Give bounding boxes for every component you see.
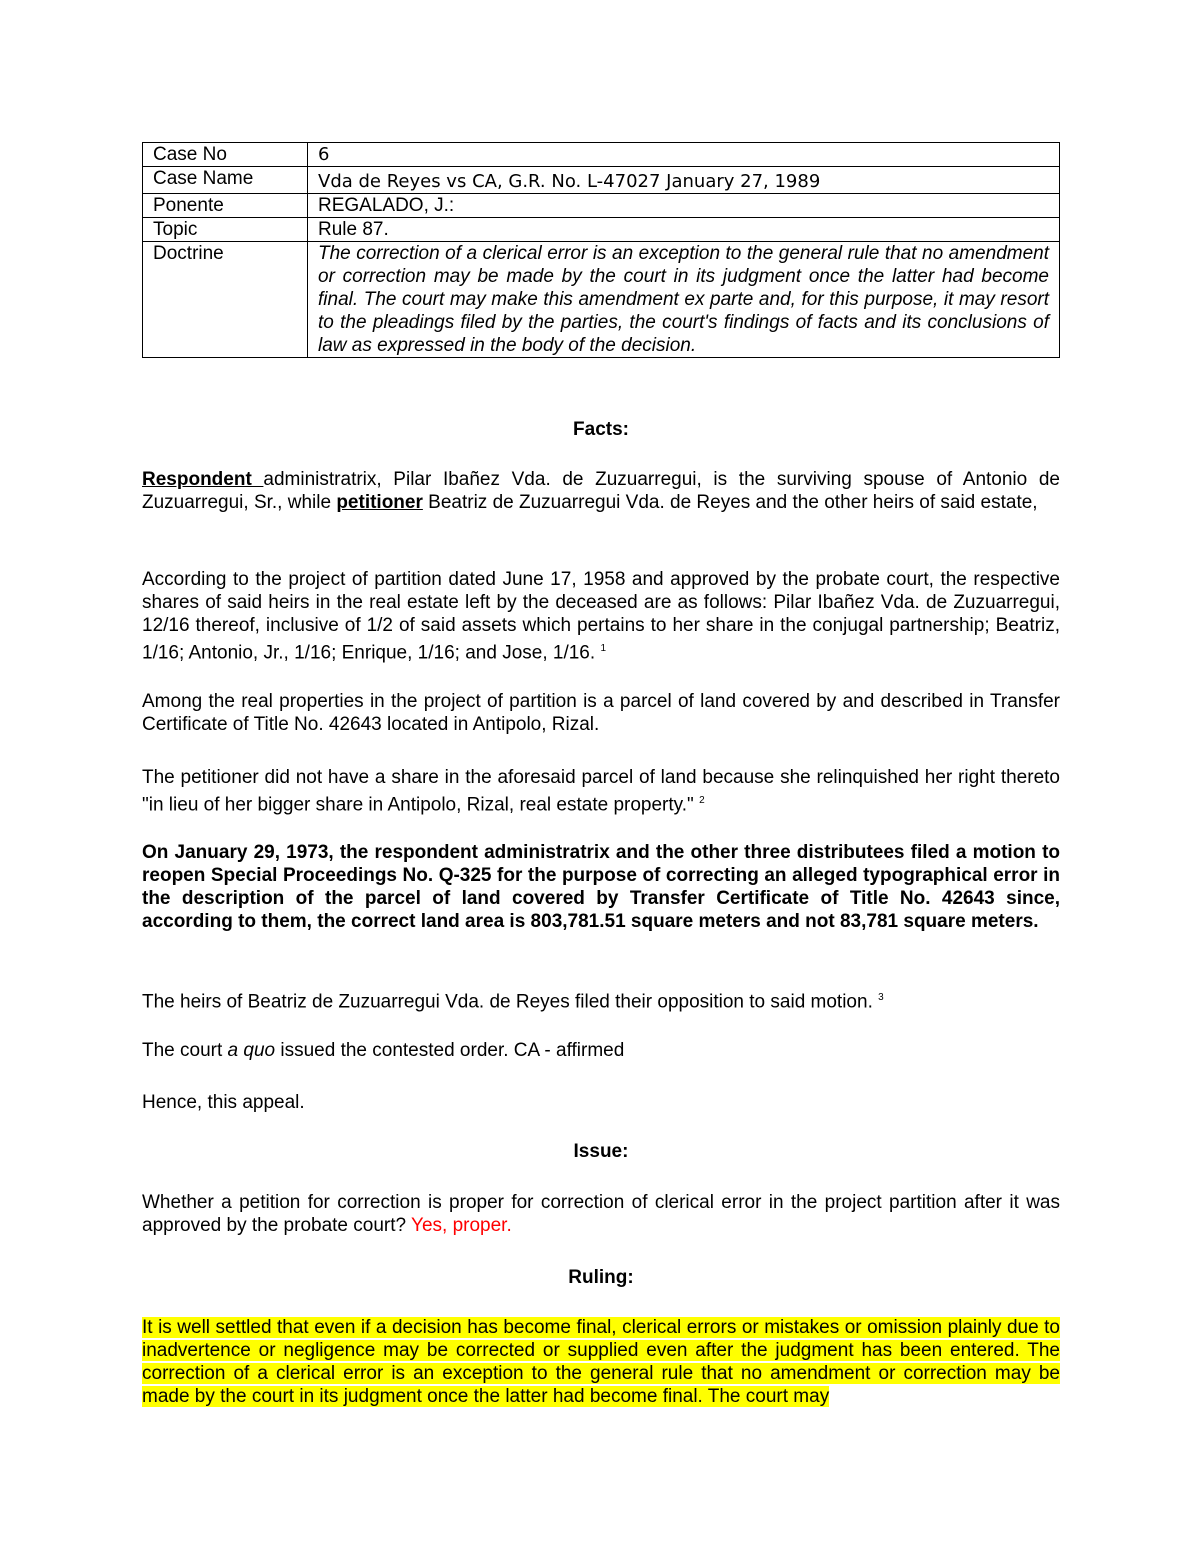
facts-section xyxy=(142,418,1060,441)
case-info-table xyxy=(142,142,1060,358)
facts-p3-text: Among the real properties in the project of partition is a parcel of land covered by and described in Transfer Certificate of Title No. 42643 located in Antipolo, Rizal. xyxy=(142,691,1060,735)
case-no-value: 6 xyxy=(308,143,1060,167)
topic-label: Topic xyxy=(143,218,308,242)
facts-paragraph-6 xyxy=(142,986,1060,1013)
facts-p7-text-a: The court xyxy=(142,1040,228,1061)
respondent-term: Respondent xyxy=(142,469,264,490)
ruling-section xyxy=(142,1266,1060,1289)
case-name-label: Case Name xyxy=(143,167,308,194)
facts-p5-text: On January 29, 1973, the respondent administratrix and the other three distributees filed a motion to reopen Special Proceedings No. Q-325 for the purpose of correcting an alleged typographical error in the description of the parcel of land covered by Transfer Certificate of Title No. 42643 since, according to them, the correct land area is 803,781.51 square meters and not 83,781 square meters. xyxy=(142,842,1060,932)
ponente-value: REGALADO, J.: xyxy=(308,194,1060,218)
issue-answer: Yes, proper. xyxy=(411,1215,512,1236)
issue-heading: Issue: xyxy=(573,1141,629,1162)
facts-p1-text-b: Beatriz de Zuzuarregui Vda. de Reyes and the other heirs of said estate, xyxy=(422,492,1038,513)
facts-paragraph-3 xyxy=(142,690,1060,736)
topic-value: Rule 87. xyxy=(308,218,1060,242)
table-row xyxy=(143,167,1060,194)
facts-paragraph-7 xyxy=(142,1039,1060,1062)
petitioner-term: petitioner xyxy=(336,492,423,513)
facts-paragraph-5 xyxy=(142,841,1060,933)
doctrine-value: The correction of a clerical error is an exception to the general rule that no amendment or correction may be made by the court in its judgment once the latter had become final. The court may make this amendment ex parte and, for this purpose, it may resort to the pleadings filed by the parties, the court's findings of facts and its conclusions of law as expressed in the body of the decision. xyxy=(308,242,1060,358)
footnote-marker: 3 xyxy=(878,992,884,1003)
ruling-paragraph xyxy=(142,1316,1060,1408)
case-no-label: Case No xyxy=(143,143,308,167)
ruling-text-highlighted: It is well settled that even if a decision has become final, clerical errors or mistakes or omission plainly due to inadvertence or negligence may be corrected or supplied even after the judgment has been entered. The correction of a clerical error is an exception to the general rule that no amendment or correction may be made by the court in its judgment once the latter had become final. The court may xyxy=(142,1317,1060,1407)
ponente-label: Ponente xyxy=(143,194,308,218)
table-row xyxy=(143,194,1060,218)
issue-paragraph xyxy=(142,1191,1060,1237)
facts-p6-text: The heirs of Beatriz de Zuzuarregui Vda. de Reyes filed their opposition to said motion. xyxy=(142,991,873,1013)
facts-p1-text-a: administratrix, Pilar Ibañez Vda. de Zuzuarregui, is the surviving spouse of Antonio de Zuzuarregui, Sr., while xyxy=(142,469,1060,513)
case-name-value: Vda de Reyes vs CA, G.R. No. L-47027 January 27, 1989 xyxy=(308,167,1060,194)
table-row xyxy=(143,242,1060,358)
footnote-marker: 1 xyxy=(600,643,606,654)
facts-paragraph-4 xyxy=(142,766,1060,816)
issue-section xyxy=(142,1140,1060,1163)
facts-p4-text: The petitioner did not have a share in the aforesaid parcel of land because she relinquished her right thereto "in lieu of her bigger share in Antipolo, Rizal, real estate property." xyxy=(142,767,1060,816)
table-row xyxy=(143,218,1060,242)
a-quo-term: a quo xyxy=(227,1040,276,1061)
facts-heading: Facts: xyxy=(573,419,629,440)
issue-text: Whether a petition for correction is proper for correction of clerical error in the project partition after it was approved by the probate court? xyxy=(142,1192,1060,1236)
footnote-marker: 2 xyxy=(699,795,705,806)
facts-paragraph-1 xyxy=(142,468,1060,514)
facts-p8-text: Hence, this appeal. xyxy=(142,1092,305,1113)
table-row xyxy=(143,143,1060,167)
doctrine-label: Doctrine xyxy=(143,242,308,358)
case-info-table-wrapper xyxy=(142,142,1060,358)
facts-p7-text-b: issued the contested order. CA - affirmed xyxy=(275,1040,625,1061)
facts-paragraph-2 xyxy=(142,568,1060,664)
facts-paragraph-8 xyxy=(142,1091,1060,1114)
facts-p2-text: According to the project of partition dated June 17, 1958 and approved by the probate court, the respective shares of said heirs in the real estate left by the deceased are as follows: Pilar Ibañez Vda. de Zuzuarregui, 12/16 thereof, inclusive of 1/2 of said assets which pertains to her share in the conjugal partnership; Beatriz, 1/16; Antonio, Jr., 1/16; Enrique, 1/16; and Jose, 1/16. xyxy=(142,569,1060,664)
ruling-heading: Ruling: xyxy=(568,1267,634,1288)
